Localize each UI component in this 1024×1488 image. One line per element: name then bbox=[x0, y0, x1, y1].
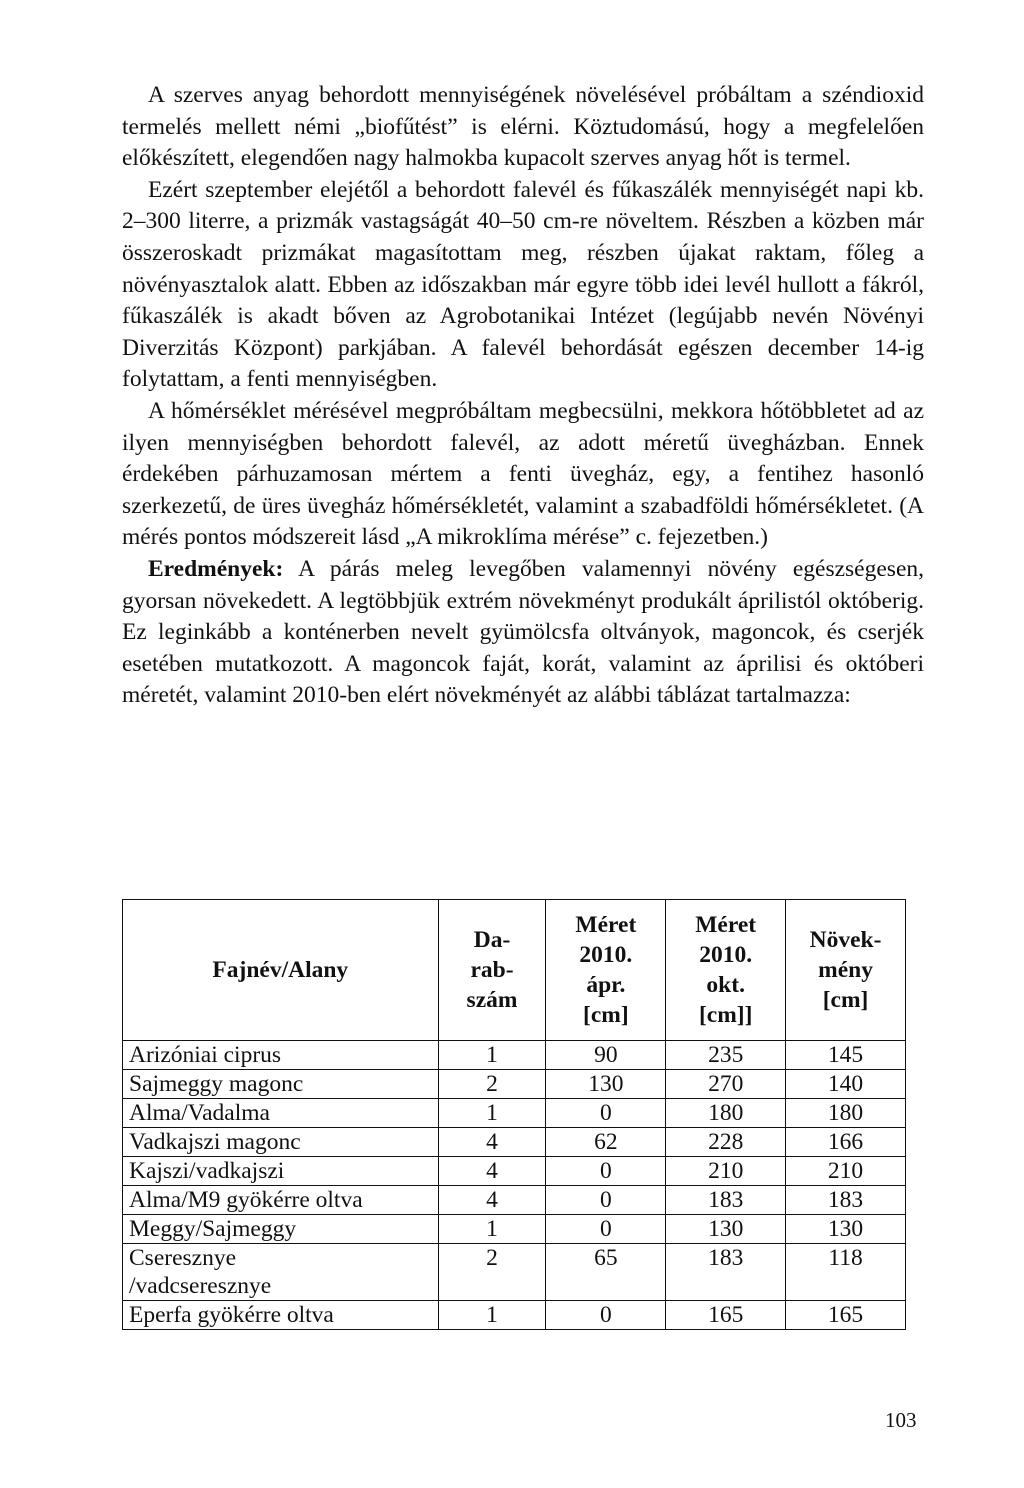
table-row bbox=[123, 1128, 906, 1157]
cell-value: 4 bbox=[438, 1157, 546, 1186]
cell-value: 2 bbox=[438, 1244, 546, 1301]
cell-value: 118 bbox=[786, 1244, 906, 1301]
cell-value: 183 bbox=[666, 1186, 786, 1215]
cell-value: 130 bbox=[666, 1215, 786, 1244]
cell-value: 235 bbox=[666, 1041, 786, 1070]
cell-value: 62 bbox=[546, 1128, 666, 1157]
header-count: Da- rab- szám bbox=[438, 900, 546, 1041]
cell-value: 165 bbox=[786, 1301, 906, 1330]
table-row bbox=[123, 1215, 906, 1244]
table-row bbox=[123, 1186, 906, 1215]
header-growth: Növek- mény [cm] bbox=[786, 900, 906, 1041]
header-size-april: Méret 2010. ápr. [cm] bbox=[546, 900, 666, 1041]
cell-value: 210 bbox=[786, 1157, 906, 1186]
cell-value: 0 bbox=[546, 1157, 666, 1186]
cell-value: 4 bbox=[438, 1128, 546, 1157]
cell-species: Kajszi/vadkajszi bbox=[123, 1157, 439, 1186]
table-row bbox=[123, 1099, 906, 1128]
cell-value: 90 bbox=[546, 1041, 666, 1070]
table-body bbox=[123, 1041, 906, 1330]
cell-species: Vadkajszi magonc bbox=[123, 1128, 439, 1157]
cell-value: 4 bbox=[438, 1186, 546, 1215]
cell-value: 183 bbox=[666, 1244, 786, 1301]
table-row bbox=[123, 1244, 906, 1301]
cell-value: 130 bbox=[546, 1070, 666, 1099]
results-text: A párás meleg levegőben valamennyi növény egészségesen, gyorsan növekedett. A legtöbbjük extrém növekményt produkált áprilistól októberig. Ez leginkább a konténerben nevelt gyümölcsfa oltványok, magoncok, és cserjék esetében mutatkozott. A magoncok faját, korát, valamint az áprilisi és októberi méretét, valamint 2010-ben elért növekményét az alábbi táblázat tartalmazza: bbox=[122, 555, 924, 709]
paragraph-3: A hőmérséklet mérésével megpróbáltam megbecsülni, mekkora hőtöbbletet ad az ilyen mennyiségben behordott falevél, az adott méretű üvegházban. Ennek érdekében párhuzamosan mértem a fenti üvegház, egy, a fentihez hasonló szerkezetű, de üres üvegház hőmérsékletét, valamint a szabadföldi hőmérsékletet. (A mérés pontos módszereit lásd „A mikroklíma mérése” c. fejezetben.) bbox=[122, 397, 924, 551]
cell-species: Meggy/Sajmeggy bbox=[123, 1215, 439, 1244]
cell-value: 210 bbox=[666, 1157, 786, 1186]
cell-species: Sajmeggy magonc bbox=[123, 1070, 439, 1099]
cell-value: 140 bbox=[786, 1070, 906, 1099]
header-size-october: Méret 2010. okt. [cm]] bbox=[666, 900, 786, 1041]
cell-species: Alma/M9 gyökérre oltva bbox=[123, 1186, 439, 1215]
table-header-row bbox=[123, 900, 906, 1041]
cell-value: 1 bbox=[438, 1099, 546, 1128]
cell-species: Arizóniai ciprus bbox=[123, 1041, 439, 1070]
cell-species: Eperfa gyökérre oltva bbox=[123, 1301, 439, 1330]
cell-value: 270 bbox=[666, 1070, 786, 1099]
table-row bbox=[123, 1157, 906, 1186]
cell-species: Cseresznye /vadcseresznye bbox=[123, 1244, 439, 1301]
cell-value: 183 bbox=[786, 1186, 906, 1215]
cell-species: Alma/Vadalma bbox=[123, 1099, 439, 1128]
cell-value: 0 bbox=[546, 1215, 666, 1244]
cell-value: 180 bbox=[786, 1099, 906, 1128]
cell-value: 2 bbox=[438, 1070, 546, 1099]
paragraph-2: Ezért szeptember elejétől a behordott falevél és fűkaszálék mennyiségét napi kb. 2–300 literre, a prizmák vastagságát 40–50 cm-re növeltem. Részben a közben már összeroskadt prizmákat magasítottam meg, részben újakat raktam, főleg a növényasztalok alatt. Ebben az időszakban már egyre több idei levél hullott a fákról, fűkaszálék is akadt bőven az Agrobotanikai Intézet (legújabb nevén Növényi Diverzitás Központ) parkjában. A falevél behordását egészen december 14-ig folytattam, a fenti mennyiségben. bbox=[122, 176, 924, 393]
cell-value: 228 bbox=[666, 1128, 786, 1157]
page-number: 103 bbox=[885, 1408, 917, 1432]
cell-value: 0 bbox=[546, 1186, 666, 1215]
body-text bbox=[122, 80, 924, 712]
paragraph-1: A szerves anyag behordott mennyiségének növelésével próbáltam a széndioxid termelés mellett némi „biofűtést” is elérni. Köztudomású, hogy a megfelelően előkészített, elegendően nagy halmokba kupacolt szerves anyag hőt is termel. bbox=[122, 82, 924, 172]
cell-value: 166 bbox=[786, 1128, 906, 1157]
table-row bbox=[123, 1070, 906, 1099]
cell-value: 65 bbox=[546, 1244, 666, 1301]
cell-value: 0 bbox=[546, 1099, 666, 1128]
paragraph-results bbox=[122, 554, 924, 712]
table-row bbox=[123, 1041, 906, 1070]
cell-value: 1 bbox=[438, 1215, 546, 1244]
growth-table bbox=[122, 899, 906, 1330]
cell-value: 180 bbox=[666, 1099, 786, 1128]
cell-value: 1 bbox=[438, 1301, 546, 1330]
cell-value: 145 bbox=[786, 1041, 906, 1070]
cell-value: 0 bbox=[546, 1301, 666, 1330]
results-label: Eredmények: bbox=[148, 555, 284, 582]
table-row bbox=[123, 1301, 906, 1330]
cell-value: 130 bbox=[786, 1215, 906, 1244]
cell-value: 1 bbox=[438, 1041, 546, 1070]
header-species: Fajnév/Alany bbox=[123, 900, 439, 1041]
cell-value: 165 bbox=[666, 1301, 786, 1330]
